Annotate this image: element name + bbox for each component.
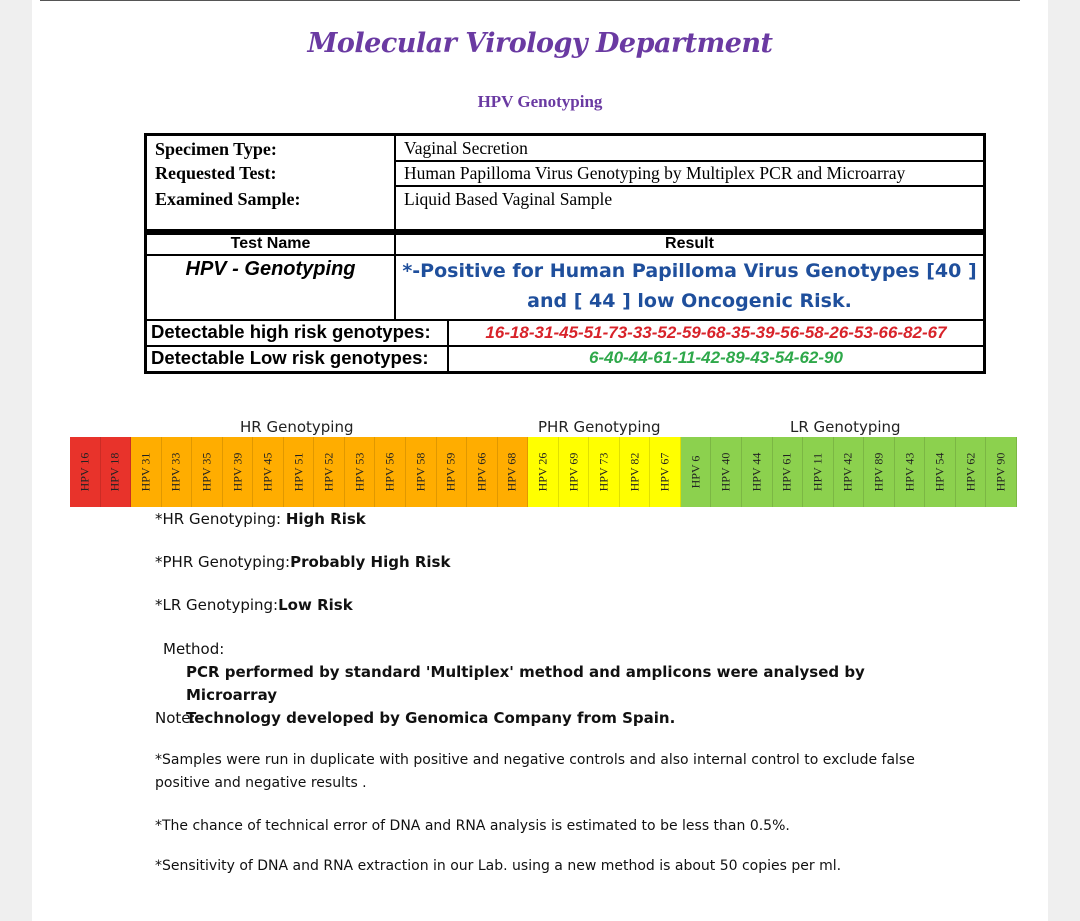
specimen-info-table bbox=[144, 133, 986, 232]
genotype-cell bbox=[803, 437, 834, 507]
genotype-label: HPV 6 bbox=[688, 455, 703, 489]
lr-genotyping-header: LR Genotyping bbox=[790, 418, 901, 436]
genotype-cell bbox=[528, 437, 559, 507]
genotype-cell bbox=[375, 437, 406, 507]
genotype-label: HPV 69 bbox=[566, 452, 581, 492]
genotype-cell bbox=[620, 437, 651, 507]
genotype-cell bbox=[284, 437, 315, 507]
genotype-cell bbox=[467, 437, 498, 507]
genotype-label: HPV 90 bbox=[993, 452, 1008, 492]
genotype-color-bar bbox=[70, 437, 1017, 507]
genotype-label: HPV 11 bbox=[810, 452, 825, 492]
examined-sample-value: Liquid Based Vaginal Sample bbox=[404, 189, 613, 209]
genotype-cell bbox=[986, 437, 1017, 507]
info-row-divider bbox=[394, 185, 983, 187]
genotype-label: HPV 39 bbox=[230, 452, 244, 492]
legend-hr-prefix: *HR Genotyping: bbox=[155, 510, 286, 528]
genotype-label: HPV 61 bbox=[779, 452, 794, 492]
genotype-label: HPV 62 bbox=[963, 452, 978, 492]
genotype-label: HPV 73 bbox=[596, 452, 611, 492]
result-text bbox=[396, 256, 983, 316]
legend-lr-value: Low Risk bbox=[278, 596, 353, 614]
phr-genotyping-header: PHR Genotyping bbox=[538, 418, 661, 436]
legend-lr bbox=[155, 596, 353, 614]
method-label: Method: bbox=[163, 640, 225, 658]
genotype-cell bbox=[956, 437, 987, 507]
genotype-label: HPV 68 bbox=[504, 452, 519, 492]
genotype-label: HPV 82 bbox=[627, 452, 642, 492]
legend-hr bbox=[155, 510, 366, 528]
top-divider bbox=[40, 0, 1020, 1]
method-text bbox=[186, 661, 946, 730]
genotype-label: HPV 53 bbox=[352, 452, 367, 492]
low-risk-label: Detectable Low risk genotypes: bbox=[151, 347, 429, 368]
genotype-label: HPV 54 bbox=[932, 452, 947, 492]
genotype-cell bbox=[864, 437, 895, 507]
info-column-divider bbox=[394, 136, 396, 229]
legend-phr-value: Probably High Risk bbox=[290, 553, 451, 571]
genotype-label: HPV 42 bbox=[840, 452, 855, 492]
test-name: HPV - Genotyping bbox=[185, 258, 356, 280]
genotype-cell bbox=[253, 437, 284, 507]
genotype-cell bbox=[192, 437, 223, 507]
genotype-label: HPV 43 bbox=[902, 452, 917, 492]
genotype-cell bbox=[711, 437, 742, 507]
genotype-label: HPV 89 bbox=[871, 452, 886, 492]
legend-phr-prefix: *PHR Genotyping: bbox=[155, 553, 291, 571]
genotype-label: HPV 26 bbox=[535, 452, 550, 492]
genotype-cell bbox=[773, 437, 804, 507]
genotype-cell bbox=[925, 437, 956, 507]
genotype-cell bbox=[101, 437, 132, 507]
genotype-label: HPV 40 bbox=[718, 452, 733, 492]
note-3: *Sensitivity of DNA and RNA extraction in our Lab. using a new method is about 50 copies per ml. bbox=[155, 858, 842, 874]
genotype-label: HPV 56 bbox=[382, 452, 397, 492]
genotype-cell bbox=[223, 437, 254, 507]
genotype-label: HPV 33 bbox=[168, 452, 183, 492]
genotype-label: HPV 59 bbox=[443, 452, 458, 492]
result-table bbox=[144, 232, 986, 374]
genotype-label: HPV 44 bbox=[749, 452, 764, 492]
method-line-1: PCR performed by standard 'Multiplex' method and amplicons were analysed by Microarray bbox=[186, 663, 865, 704]
note-1-line-1: *Samples were run in duplicate with positive and negative controls and also internal control to exclude false bbox=[155, 752, 915, 768]
result-line-1: *-Positive for Human Papilloma Virus Genotypes [40 ] bbox=[402, 260, 977, 282]
genotype-label: HPV 16 bbox=[77, 452, 92, 492]
note-2: *The chance of technical error of DNA and RNA analysis is estimated to be less than 0.5%. bbox=[155, 818, 790, 834]
note-label: Note: bbox=[155, 709, 196, 727]
genotype-cell bbox=[70, 437, 101, 507]
method-line-2: Technology developed by Genomica Company from Spain. bbox=[186, 709, 676, 727]
examined-sample-label: Examined Sample: bbox=[155, 189, 301, 209]
low-risk-value: 6-40-44-61-11-42-89-43-54-62-90 bbox=[589, 348, 843, 367]
genotype-label: HPV 66 bbox=[474, 452, 489, 492]
genotype-cell bbox=[559, 437, 590, 507]
test-title: HPV Genotyping bbox=[477, 92, 603, 111]
genotype-cell bbox=[834, 437, 865, 507]
high-risk-value: 16-18-31-45-51-73-33-52-59-68-35-39-56-58-26-53-66-82-67 bbox=[485, 323, 947, 342]
genotype-cell bbox=[406, 437, 437, 507]
specimen-type-value: Vaginal Secretion bbox=[404, 138, 528, 158]
genotype-label: HPV 58 bbox=[413, 452, 428, 492]
info-row-divider bbox=[394, 160, 983, 162]
genotype-cell bbox=[437, 437, 468, 507]
genotype-label: HPV 67 bbox=[657, 452, 672, 492]
genotype-cell bbox=[589, 437, 620, 507]
genotype-cell bbox=[345, 437, 376, 507]
genotype-label: HPV 51 bbox=[291, 452, 306, 492]
note-1-line-2: positive and negative results . bbox=[155, 775, 367, 791]
genotype-label: HPV 31 bbox=[138, 452, 153, 492]
genotype-cell bbox=[131, 437, 162, 507]
result-line-2: and [ 44 ] low Oncogenic Risk. bbox=[527, 290, 852, 312]
genotype-label: HPV 52 bbox=[321, 452, 336, 492]
department-title: Molecular Virology Department bbox=[307, 28, 773, 59]
genotype-label: HPV 35 bbox=[199, 452, 214, 492]
requested-test-value: Human Papilloma Virus Genotyping by Multiplex PCR and Microarray bbox=[404, 163, 906, 183]
legend-phr bbox=[155, 553, 450, 571]
specimen-type-label: Specimen Type: bbox=[155, 139, 277, 159]
high-risk-label: Detectable high risk genotypes: bbox=[151, 321, 431, 342]
legend-lr-prefix: *LR Genotyping: bbox=[155, 596, 279, 614]
genotype-cell bbox=[895, 437, 926, 507]
genotype-cell bbox=[498, 437, 529, 507]
note-1 bbox=[155, 749, 935, 795]
legend-hr-value: High Risk bbox=[285, 510, 366, 528]
genotype-cell bbox=[162, 437, 193, 507]
test-name-header: Test Name bbox=[230, 235, 311, 252]
requested-test-label: Requested Test: bbox=[155, 163, 277, 183]
genotype-label: HPV 18 bbox=[107, 452, 122, 492]
genotype-cell bbox=[742, 437, 773, 507]
genotype-cell bbox=[681, 437, 712, 507]
genotype-cell bbox=[650, 437, 681, 507]
hr-genotyping-header: HR Genotyping bbox=[240, 418, 354, 436]
genotype-label: HPV 45 bbox=[260, 452, 275, 492]
genotype-cell bbox=[314, 437, 345, 507]
result-header: Result bbox=[665, 235, 714, 252]
